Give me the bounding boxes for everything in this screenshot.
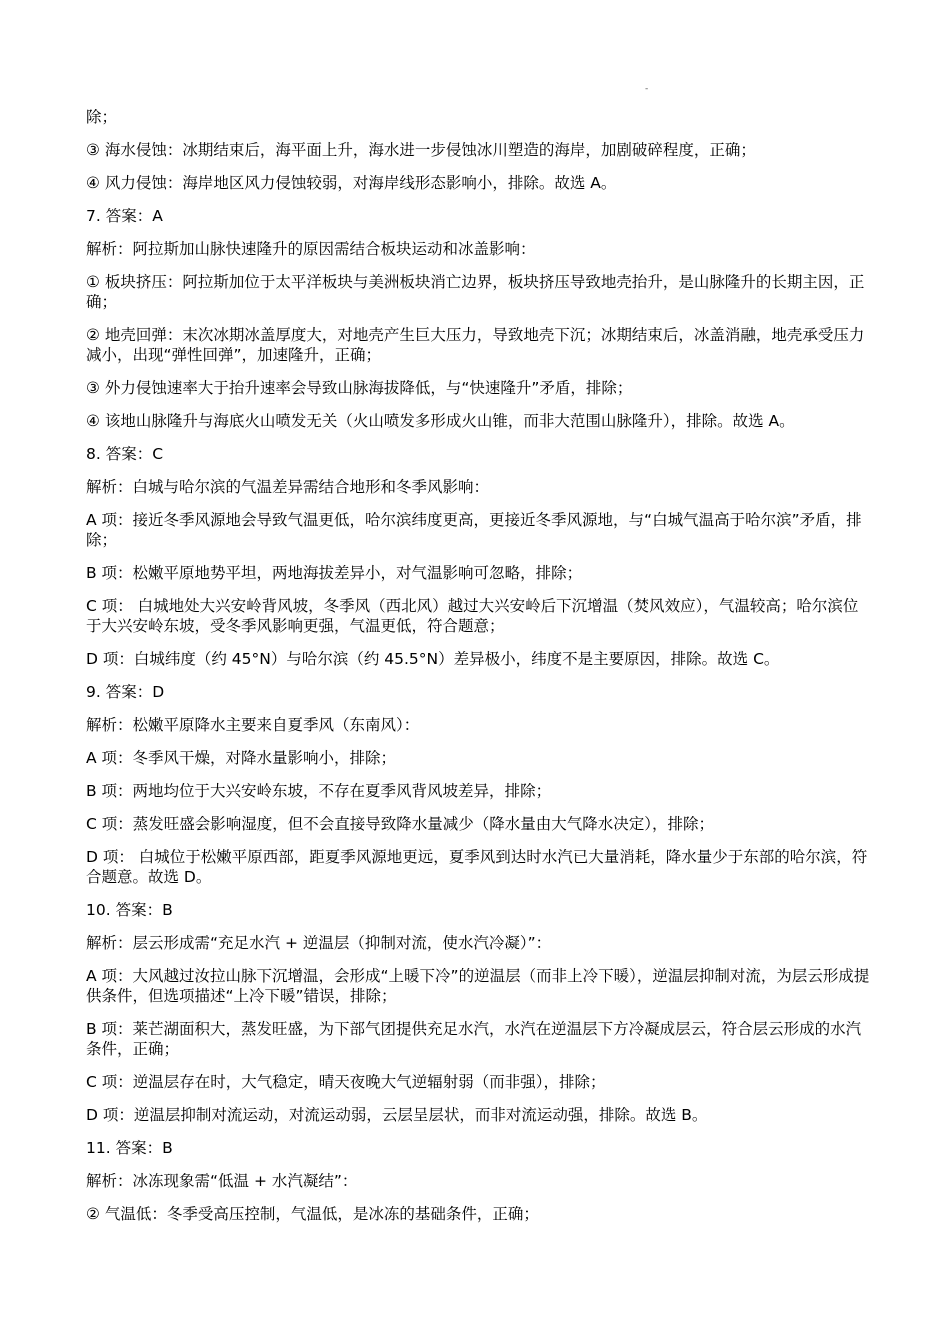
paragraph: A 项：接近冬季风源地会导致气温更低，哈尔滨纬度更高，更接近冬季风源地，与“白城气温高于哈尔滨”矛盾，排除； bbox=[86, 511, 862, 549]
answer-heading-10: 10. 答案：B bbox=[86, 901, 173, 919]
answer-heading-11: 11. 答案：B bbox=[86, 1139, 173, 1157]
paragraph: ④ 该地山脉隆升与海底火山喷发无关（火山喷发多形成火山锥，而非大范围山脉隆升），排除。故选 A。 bbox=[86, 412, 795, 430]
paragraph: A 项：冬季风干燥，对降水量影响小，排除； bbox=[86, 749, 397, 767]
paragraph: ③ 外力侵蚀速率大于抬升速率会导致山脉海拔降低，与“快速隆升”矛盾，排除； bbox=[86, 379, 633, 397]
paragraph: ③ 海水侵蚀：冰期结束后，海平面上升，海水进一步侵蚀冰川塑造的海岸，加剧破碎程度，正确； bbox=[86, 141, 756, 159]
answer-explanations bbox=[86, 107, 871, 1237]
paragraph: C 项：逆温层存在时，大气稳定，晴天夜晚大气逆辐射弱（而非强），排除； bbox=[86, 1073, 606, 1091]
paragraph: ① 板块挤压：阿拉斯加位于太平洋板块与美洲板块消亡边界，板块挤压导致地壳抬升，是山脉隆升的长期主因，正确； bbox=[86, 273, 865, 311]
header-mark: - bbox=[645, 84, 649, 94]
paragraph: 解析：阿拉斯加山脉快速隆升的原因需结合板块运动和冰盖影响： bbox=[86, 240, 536, 258]
paragraph: 解析：白城与哈尔滨的气温差异需结合地形和冬季风影响： bbox=[86, 478, 490, 496]
paragraph: C 项：蒸发旺盛会影响湿度，但不会直接导致降水量减少（降水量由大气降水决定），排除； bbox=[86, 815, 715, 833]
answer-heading-9: 9. 答案：D bbox=[86, 683, 165, 701]
paragraph: A 项：大风越过汝拉山脉下沉增温，会形成“上暖下冷”的逆温层（而非上冷下暖），逆温层抑制对流，为层云形成提供条件，但选项描述“上冷下暖”错误，排除； bbox=[86, 967, 870, 1005]
paragraph: ② 气温低：冬季受高压控制，气温低，是冰冻的基础条件，正确； bbox=[86, 1205, 539, 1223]
paragraph: B 项：莱芒湖面积大，蒸发旺盛，为下部气团提供充足水汽，水汽在逆温层下方冷凝成层云，符合层云形成的水汽条件，正确； bbox=[86, 1020, 862, 1058]
answer-heading-8: 8. 答案：C bbox=[86, 445, 164, 463]
paragraph: C 项： 白城地处大兴安岭背风坡，冬季风（西北风）越过大兴安岭后下沉增温（焚风效应），气温较高；哈尔滨位于大兴安岭东坡，受冬季风影响更强，气温更低，符合题意； bbox=[86, 597, 859, 635]
paragraph: ② 地壳回弹：末次冰期冰盖厚度大，对地壳产生巨大压力，导致地壳下沉；冰期结束后，冰盖消融，地壳承受压力减小，出现“弹性回弹”，加速隆升，正确； bbox=[86, 326, 865, 364]
answer-heading-7: 7. 答案：A bbox=[86, 207, 163, 225]
paragraph: D 项： 白城位于松嫩平原西部，距夏季风源地更远，夏季风到达时水汽已大量消耗，降水量少于东部的哈尔滨，符合题意。故选 D。 bbox=[86, 848, 868, 886]
paragraph: 解析：松嫩平原降水主要来自夏季风（东南风）： bbox=[86, 716, 420, 734]
paragraph: B 项：两地均位于大兴安岭东坡，不存在夏季风背风坡差异，排除； bbox=[86, 782, 552, 800]
paragraph: B 项：松嫩平原地势平坦，两地海拔差异小，对气温影响可忽略，排除； bbox=[86, 564, 583, 582]
paragraph: ④ 风力侵蚀：海岸地区风力侵蚀较弱，对海岸线形态影响小，排除。故选 A。 bbox=[86, 174, 617, 192]
paragraph: D 项：逆温层抑制对流运动，对流运动弱，云层呈层状，而非对流运动强，排除。故选 B。 bbox=[86, 1106, 708, 1124]
paragraph: 解析：冰冻现象需“低温 + 水汽凝结”： bbox=[86, 1172, 358, 1190]
paragraph: 解析：层云形成需“充足水汽 + 逆温层（抑制对流，使水汽冷凝）”： bbox=[86, 934, 552, 952]
paragraph: D 项：白城纬度（约 45°N）与哈尔滨（约 45.5°N）差异极小，纬度不是主要原因，排除。故选 C。 bbox=[86, 650, 780, 668]
paragraph: 除； bbox=[86, 108, 118, 126]
